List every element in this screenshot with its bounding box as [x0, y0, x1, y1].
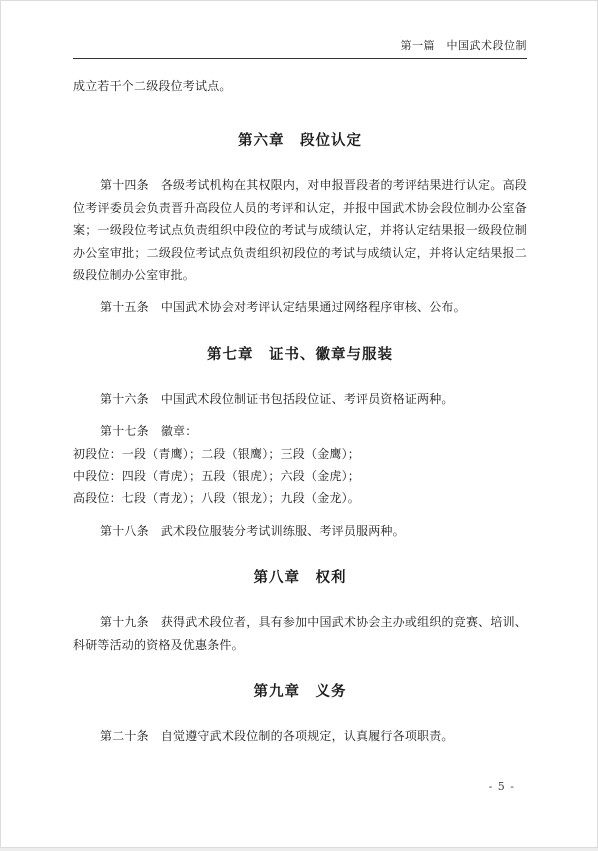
article-17-text: 徽章：	[160, 424, 198, 439]
chapter-6-title: 第六章 段位认定	[238, 133, 362, 150]
article-16	[73, 388, 527, 410]
article-17	[73, 420, 527, 442]
article-15	[73, 296, 527, 318]
badge-line-junior: 初段位：一段（青鹰）；二段（银鹰）；三段（金鹰）；	[73, 446, 361, 461]
article-14-text: 各级考试机构在其权限内，对申报晋段者的考评结果进行认定。高段位考评委员会负责晋升高段位人员的考评和认定，并报中国武术协会段位制办公室备案；一级段位考试点负责组织中段位的考试与成绩认定，并将认定结果报一级段位制办公室审批；二级段位考试点负责组织初段位的考试与成绩认定，并将认定结果报二级段位制办公室审批。	[73, 178, 527, 283]
article-14	[73, 174, 527, 286]
article-18-label: 第十八条	[100, 523, 149, 538]
badge-line-middle: 中段位：四段（青虎）；五段（银虎）；六段（金虎）；	[73, 469, 361, 484]
article-19-label: 第十九条	[100, 615, 149, 630]
chapter-9-title: 第九章 义务	[253, 684, 347, 701]
chapter-7-title: 第七章 证书、徽章与服装	[207, 346, 393, 363]
article-20-label: 第二十条	[100, 729, 149, 744]
article-20	[73, 725, 527, 747]
chapter-8-title: 第八章 权利	[253, 570, 347, 587]
article-20-text: 自觉遵守武术段位制的各项规定，认真履行各项职责。	[160, 729, 454, 744]
article-14-label: 第十四条	[100, 178, 149, 193]
header-rule	[73, 58, 527, 59]
article-19	[73, 611, 527, 656]
article-18-text: 武术段位服装分考试训练服、考评员服两种。	[160, 523, 405, 538]
page-number: - 5 -	[488, 780, 515, 793]
running-header: 第一篇 中国武术段位制	[400, 39, 527, 52]
page-body	[73, 75, 527, 748]
badge-line-senior: 高段位：七段（青龙）；八段（银龙）；九段（金龙）。	[73, 491, 361, 506]
article-15-label: 第十五条	[100, 300, 149, 315]
continuation-paragraph: 成立若干个二级段位考试点。	[73, 79, 232, 93]
article-15-text: 中国武术协会对考评认定结果通过网络程序审核、公布。	[160, 300, 466, 315]
article-16-text: 中国武术段位制证书包括段位证、考评员资格证两种。	[160, 391, 454, 406]
article-19-text: 获得武术段位者，具有参加中国武术协会主办或组织的竞赛、培训、科研等活动的资格及优惠条件。	[73, 615, 527, 652]
article-18	[73, 520, 527, 542]
article-16-label: 第十六条	[100, 391, 149, 406]
article-17-label: 第十七条	[100, 424, 149, 439]
